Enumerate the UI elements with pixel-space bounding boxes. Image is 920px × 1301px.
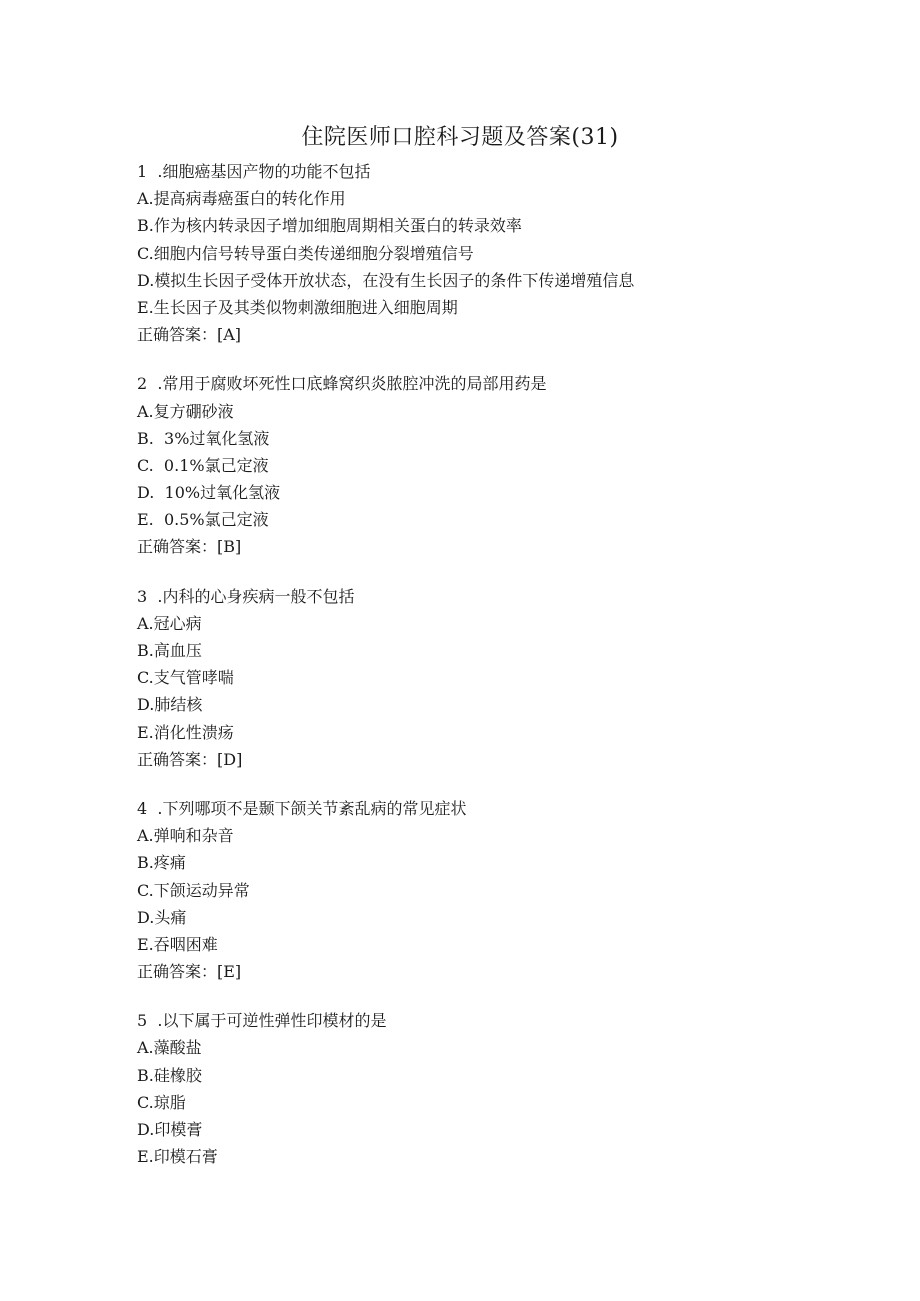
option-c: C.细胞内信号转导蛋白类传递细胞分裂增殖信号: [137, 243, 474, 263]
option-d: D. 10%过氧化氢液: [137, 483, 281, 503]
option-c: C.支气管哮喘: [137, 668, 234, 688]
document-title: 住院医师口腔科习题及答案(31): [301, 125, 619, 150]
correct-answer: 正确答案：[B]: [137, 537, 242, 557]
option-a: A.藻酸盐: [137, 1038, 202, 1058]
option-c: C.下颌运动异常: [137, 880, 250, 900]
correct-answer: 正确答案：[A]: [137, 325, 242, 345]
option-e: E.吞咽困难: [137, 934, 218, 954]
question-stem: 1 .细胞癌基因产物的功能不包括: [137, 162, 371, 181]
option-a: A.弹响和杂音: [137, 826, 234, 846]
question-stem: 2 .常用于腐败坏死性口底蜂窝织炎脓腔冲洗的局部用药是: [137, 374, 547, 394]
option-b: B. 3%过氧化氢液: [137, 428, 270, 448]
option-b: B.作为核内转录因子增加细胞周期相关蛋白的转录效率: [137, 216, 522, 236]
option-b: B.疼痛: [137, 853, 186, 873]
question-stem: 4 .下列哪项不是颞下颌关节紊乱病的常见症状: [137, 798, 467, 818]
option-a: A.冠心病: [137, 613, 202, 633]
question-2: [137, 370, 837, 560]
option-a: A.提高病毒癌蛋白的转化作用: [137, 189, 346, 209]
option-b: B.硅橡胶: [137, 1065, 202, 1085]
question-stem: 3 .内科的心身疾病一般不包括: [137, 586, 355, 606]
question-3: [137, 583, 837, 773]
option-b: B.高血压: [137, 641, 202, 660]
option-e: E.生长因子及其类似物刺激细胞进入细胞周期: [137, 297, 458, 317]
correct-answer: 正确答案：[D]: [137, 749, 243, 769]
option-e: E.印模石膏: [137, 1147, 218, 1167]
question-1: [137, 158, 837, 348]
question-4: [137, 795, 837, 985]
option-c: C. 0.1%氯己定液: [137, 455, 269, 475]
correct-answer: 正确答案：[E]: [137, 962, 242, 982]
option-d: D.模拟生长因子受体开放状态，在没有生长因子的条件下传递增殖信息: [137, 270, 635, 290]
question-list: [137, 158, 837, 1192]
question-stem: 5 .以下属于可逆性弹性印模材的是: [137, 1011, 387, 1031]
option-e: E.消化性溃疡: [137, 722, 234, 742]
option-d: D.头痛: [137, 907, 187, 927]
option-c: C.琼脂: [137, 1092, 186, 1112]
question-5: [137, 1007, 837, 1170]
option-d: D.印模膏: [137, 1120, 203, 1139]
option-a: A.复方硼砂液: [137, 401, 234, 421]
option-e: E. 0.5%氯己定液: [137, 510, 269, 530]
option-d: D.肺结核: [137, 695, 203, 715]
